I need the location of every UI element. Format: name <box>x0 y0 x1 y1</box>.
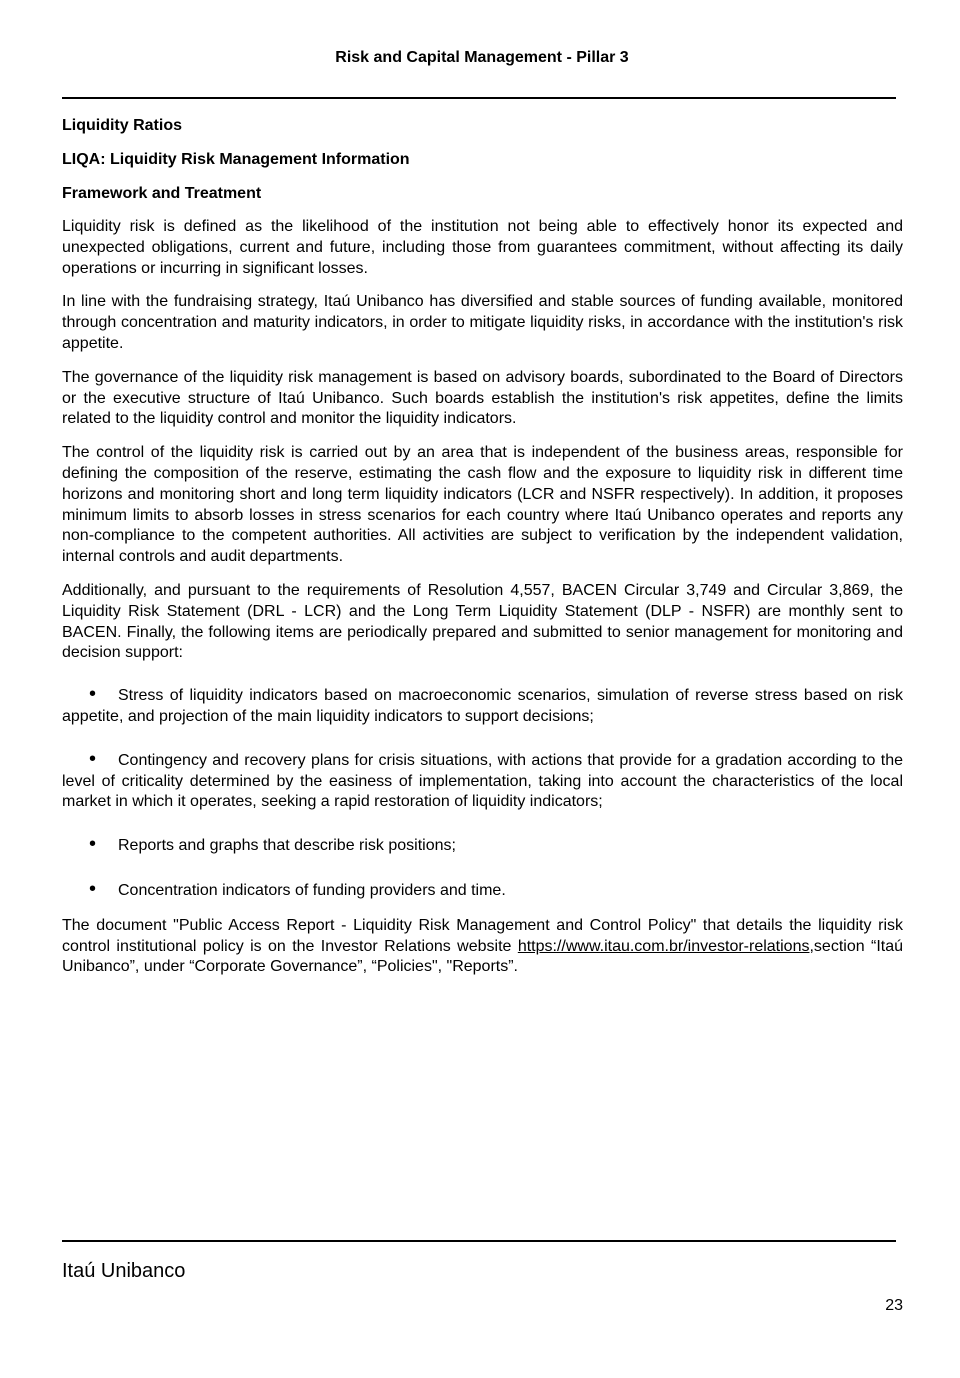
list-item: • Contingency and recovery plans for crisis situations, with actions that provide for a gradation according to the level of criticality determined by the easiness of implementation, taking into account the characteristics of the local market in which it operates, seeking a rapid restoration of liquidity indicators; <box>62 747 903 811</box>
bullet-icon: • <box>89 877 97 900</box>
list-item: • Reports and graphs that describe risk positions; <box>62 834 903 857</box>
paragraph-public-access-report: The document "Public Access Report - Liquidity Risk Management and Control Policy" that details the liquidity risk control institutional policy is on the Investor Relations website https://www.itau.com.br/investor-relations,section “Itaú Unibanco”, under “Corporate Governance”, “Policies", "Reports”. <box>62 916 904 976</box>
paragraph-definition: Liquidity risk is defined as the likelihood of the institution not being able to effectively honor its expected and unexpected obligations, current and future, including those from guarantees commitment, without affecting its daily operations or incurring in significant losses. <box>62 218 903 277</box>
list-item: • Concentration indicators of funding providers and time. <box>62 879 903 902</box>
investor-relations-link[interactable]: https://www.itau.com.br/investor-relations, <box>517 937 814 955</box>
list-item: • Stress of liquidity indicators based on macroeconomic scenarios, simulation of reverse stress based on risk appetite, and projection of the main liquidity indicators to support decisions; <box>62 683 903 725</box>
page-header-title: Risk and Capital Management - Pillar 3 <box>335 49 629 66</box>
header-divider <box>62 97 896 99</box>
paragraph-control: The control of the liquidity risk is carried out by an area that is independent of the business areas, responsible for defining the composition of the reserve, estimating the cash flow and the exposure to liquidity risk in different time horizons and monitoring short and long term liquidity indicators (LCR and NSFR respectively). In addition, it proposes minimum limits to absorb losses in stress scenarios for each country where Itaú Unibanco operates and reports any non-compliance to the competent authorities. All activities are subject to verification by the independent validation, internal controls and audit departments. <box>62 444 903 566</box>
footer-company-name: Itaú Unibanco <box>62 1260 186 1282</box>
section-heading-liquidity-ratios: Liquidity Ratios <box>62 117 182 134</box>
footer-divider <box>62 1240 896 1242</box>
section-heading-framework: Framework and Treatment <box>62 185 262 202</box>
paragraph-fundraising: In line with the fundraising strategy, Itaú Unibanco has diversified and stable sources of funding available, monitored through concentration and maturity indicators, in order to mitigate liquidity risks, in accordance with the institution's risk appetite. <box>62 293 903 352</box>
paragraph-governance: The governance of the liquidity risk management is based on advisory boards, subordinated to the Board of Directors or the executive structure of Itaú Unibanco. Such boards establish the institution's risk appetites, define the limits related to the liquidity control and monitor the liquidity indicators. <box>62 368 903 428</box>
document-body <box>62 115 903 991</box>
bullet-icon: • <box>89 683 97 706</box>
page-number: 23 <box>885 1297 903 1314</box>
section-heading-liqa: LIQA: Liquidity Risk Management Information <box>62 151 410 168</box>
paragraph-additionally: Additionally, and pursuant to the requirements of Resolution 4,557, BACEN Circular 3,749 and Circular 3,869, the Liquidity Risk Statement (DRL - LCR) and the Long Term Liquidity Statement (DLP - NSFR) are monthly sent to BACEN. Finally, the following items are periodically prepared and submitted to senior management for monitoring and decision support: <box>62 581 903 662</box>
bullet-icon: • <box>89 833 97 856</box>
bullet-icon: • <box>89 747 97 770</box>
